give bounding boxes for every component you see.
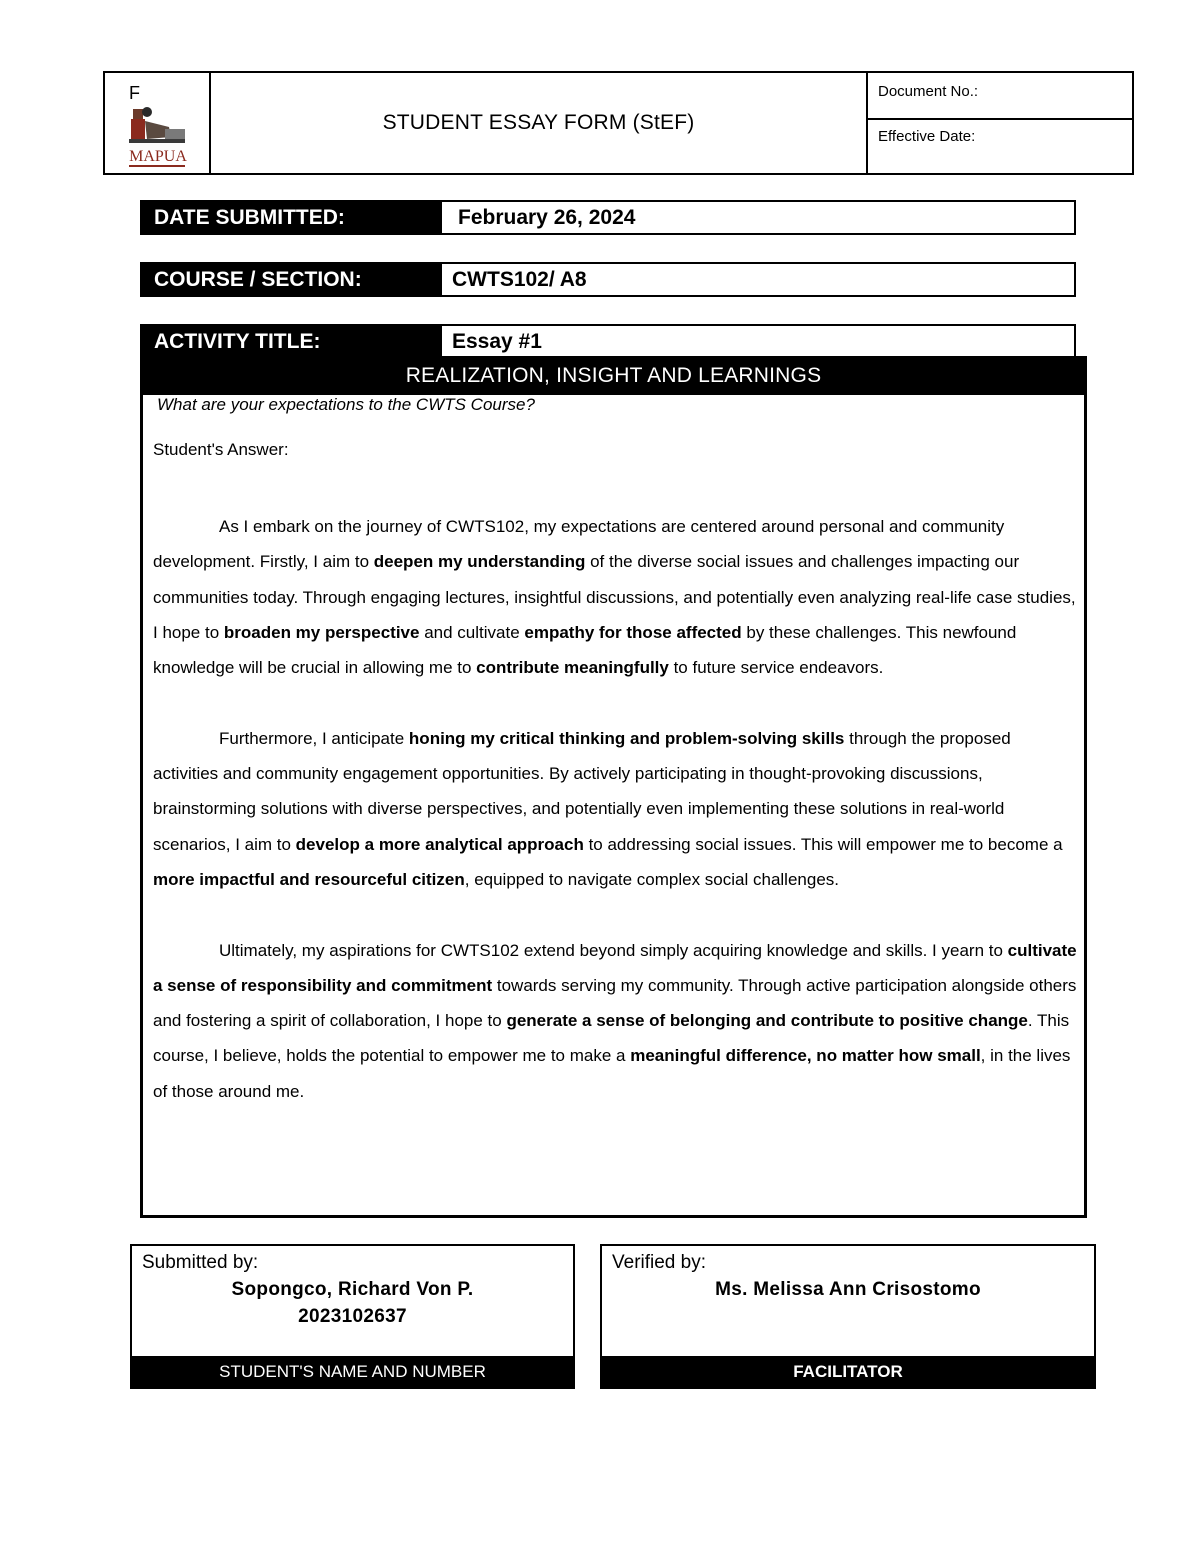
- paragraph-text: to future service endeavors.: [668, 658, 884, 678]
- essay-paragraph: [153, 933, 1078, 1109]
- essay-section: [140, 356, 1087, 1218]
- form-title: STUDENT ESSAY FORM (StEF): [211, 73, 868, 173]
- submitted-by-section: [130, 1244, 575, 1389]
- activity-title-label: ACTIVITY TITLE:: [142, 326, 442, 357]
- paragraph-text: , equipped to navigate complex social challenges.: [464, 869, 839, 889]
- emphasis-text: broaden my perspective: [223, 622, 420, 642]
- paragraph-text: to addressing social issues. This will empower me to become a: [583, 834, 1063, 854]
- effective-date-label: Effective Date:: [878, 128, 976, 145]
- emphasis-text: contribute meaningfully: [476, 658, 669, 678]
- essay-paragraph: [153, 721, 1078, 897]
- verified-by-section: [600, 1244, 1096, 1389]
- form-letter: F: [129, 83, 140, 103]
- date-submitted-label: DATE SUBMITTED:: [142, 202, 442, 233]
- course-section-value: CWTS102/ A8: [452, 268, 587, 291]
- activity-title-row: [140, 324, 1076, 359]
- emphasis-text: cultivate a sense of responsibility and commitment: [153, 940, 1077, 995]
- essay-paragraph: [153, 509, 1078, 685]
- paragraph-text: by these challenges. This newfound knowledge will be crucial in allowing me to: [153, 622, 1017, 678]
- date-submitted-value: February 26, 2024: [458, 206, 636, 229]
- course-section-row: [140, 262, 1076, 297]
- verified-by-box: [600, 1244, 1096, 1360]
- activity-title-value: Essay #1: [452, 330, 542, 353]
- document-meta: [868, 73, 1132, 173]
- essay-answer: [153, 509, 1078, 1144]
- emphasis-text: honing my critical thinking and problem-solving skills: [408, 728, 845, 748]
- emphasis-text: develop a more analytical approach: [295, 834, 584, 854]
- form-header: [103, 71, 1134, 175]
- paragraph-text: Furthermore, I anticipate: [219, 728, 409, 748]
- paragraph-text: Ultimately, my aspirations for CWTS102 extend beyond simply acquiring knowledge and skills. I yearn to: [219, 940, 1008, 960]
- date-submitted-row: [140, 200, 1076, 235]
- emphasis-text: deepen my understanding: [373, 552, 586, 572]
- emphasis-text: more impactful and resourceful citizen: [153, 869, 465, 889]
- essay-question: What are your expectations to the CWTS Course?: [157, 395, 535, 414]
- submitted-by-box: [130, 1244, 575, 1360]
- paragraph-text: , in the lives of those around me.: [153, 1046, 1071, 1101]
- paragraph-text: through the proposed activities and community engagement opportunities. By actively participating in thought-provoking discussions, brainstorming solutions with diverse perspectives, and potentially even implementing these solutions in real-world scenarios, I aim to: [153, 728, 1011, 854]
- logo-cell: [105, 73, 211, 173]
- document-no-label: Document No.:: [868, 73, 1132, 120]
- emphasis-text: meaningful difference, no matter how small: [630, 1046, 981, 1066]
- course-section-label: COURSE / SECTION:: [142, 264, 442, 295]
- facilitator-caption: FACILITATOR: [600, 1356, 1096, 1389]
- paragraph-text: towards serving my community. Through active participation alongside others and fostering a spirit of collaboration, I hope to: [153, 975, 1077, 1031]
- verified-by-caption: Verified by:: [612, 1252, 706, 1273]
- emphasis-text: empathy for those affected: [524, 622, 742, 642]
- paragraph-text: As I embark on the journey of CWTS102, my expectations are centered around personal and community development. Firstly, I aim to: [153, 517, 1005, 572]
- student-name-number-caption: STUDENT'S NAME AND NUMBER: [130, 1356, 575, 1389]
- student-name: Sopongco, Richard Von P.: [231, 1279, 474, 1300]
- essay-section-title: REALIZATION, INSIGHT AND LEARNINGS: [143, 359, 1084, 395]
- submitted-by-caption: Submitted by:: [142, 1252, 259, 1273]
- emphasis-text: generate a sense of belonging and contribute to positive change: [506, 1011, 1028, 1031]
- mapua-logo-icon: [125, 103, 191, 173]
- paragraph-text: . This course, I believe, holds the potential to empower me to make a: [153, 1011, 1070, 1066]
- svg-text:MAPUA: MAPUA: [129, 148, 187, 165]
- student-number: 2023102637: [298, 1306, 407, 1327]
- paragraph-text: of the diverse social issues and challenges impacting our communities today. Through engaging lectures, insightful discussions, and potentially even analyzing real-life case studies, I hope to: [153, 552, 1076, 642]
- facilitator-name: Ms. Melissa Ann Crisostomo: [715, 1279, 981, 1300]
- answer-label: Student's Answer:: [153, 440, 289, 459]
- paragraph-text: and cultivate: [419, 622, 525, 642]
